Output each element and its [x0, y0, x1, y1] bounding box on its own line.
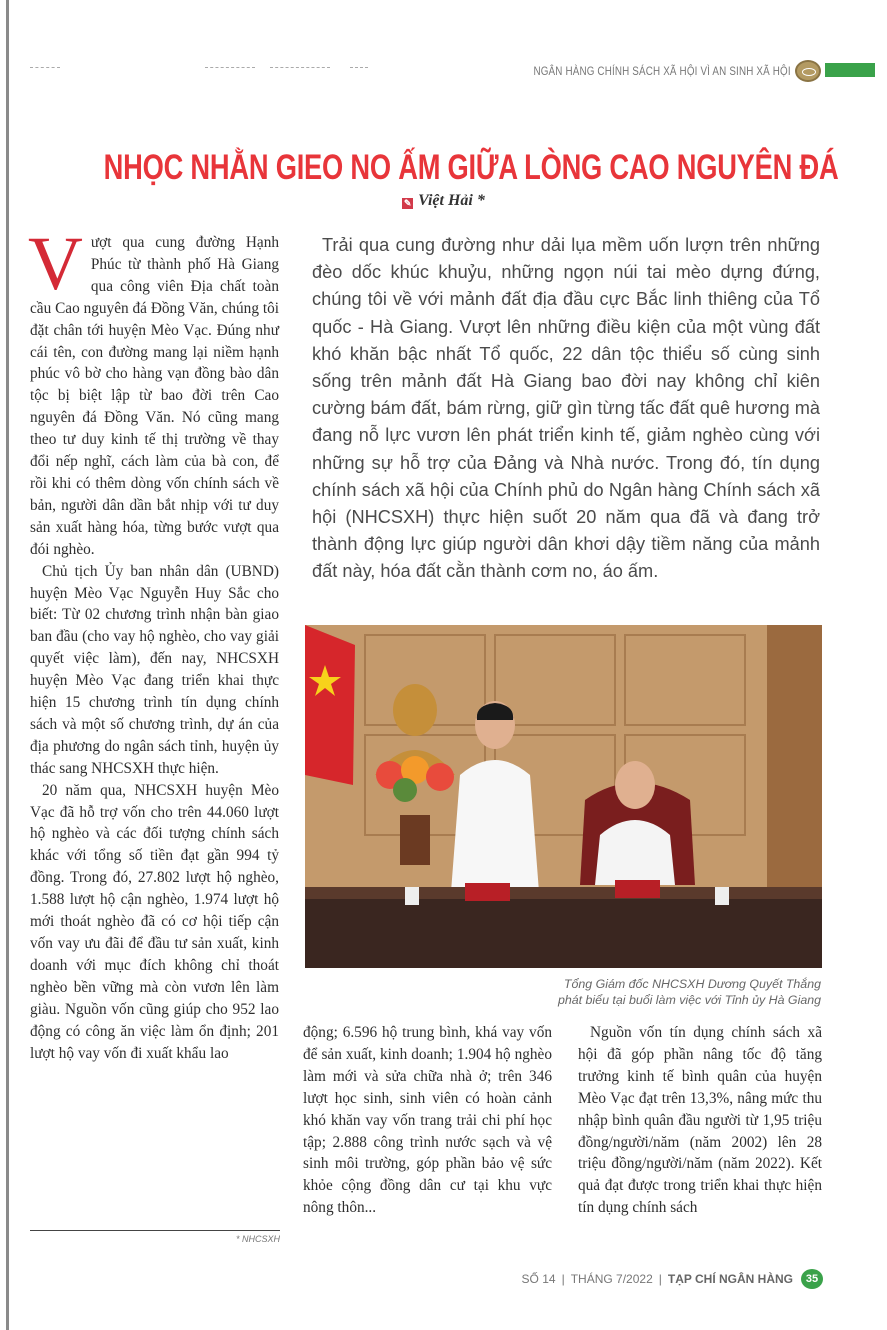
paragraph-text: ượt qua cung đường Hạnh Phúc từ thành phố Hà Giang qua công viên Địa chất toàn cầu Cao nguyên đá Đồng Văn, chúng tôi đặt chân tới huyện Mèo Vạc. Đúng như cái tên, con đường mang lại niềm hạnh phúc vô bờ cho hàng vạn đồng bào dân tộc bị biệt lập từ bao đời trên Cao nguyên đá Đồng Văn. Nó cũng mang theo tư duy kinh tế thị trường về thay đổi nếp nghĩ, cách làm của bà con, để rồi khi có thêm dòng vốn chính sách về bản, người dân dần bắt nhịp với tư duy sản xuất hàng hóa, từng bước vượt qua đói nghèo.	[30, 234, 279, 558]
column-2	[303, 1022, 552, 1219]
issue-month: THÁNG 7/2022	[570, 1272, 653, 1286]
page-number: 35	[801, 1269, 823, 1289]
column-3	[578, 1022, 822, 1219]
running-header	[477, 60, 821, 82]
article-title: NHỌC NHẰN GIEO NO ẤM GIỮA LÒNG CAO NGUYÊN ĐÁ	[103, 148, 839, 187]
footnote-rule	[30, 1230, 280, 1231]
issue-number: SỐ 14	[521, 1272, 556, 1286]
drop-cap: V	[28, 222, 83, 306]
paragraph	[28, 222, 279, 561]
paragraph: Nguồn vốn tín dụng chính sách xã hội đã góp phần nâng tốc độ tăng trưởng kinh tế bình quân của huyện Mèo Vạc đạt trên 13,3%, nâng mức thu nhập bình quân đầu người từ 1,95 triệu đồng/người/năm (năm 2002) lên 28 triệu đồng/người/năm (năm 2022). Kết quả đạt được trong triển khai thực hiện tín dụng chính sách	[578, 1024, 822, 1217]
pen-icon: ✎	[403, 198, 412, 208]
article-intro: Trải qua cung đường như dải lụa mềm uốn lượn trên những đèo dốc khúc khuỷu, những ngọn núi tai mèo dựng đứng, chúng tôi về với mảnh đất địa đầu cực Bắc linh thiêng của Tổ quốc - Hà Giang. Vượt lên những điều kiện của một vùng đất khó khăn bậc nhất Tổ quốc, 22 dân tộc thiểu số cùng sinh sống trên mảnh đất Hà Giang bao đời nay không chỉ kiên cường bám đất, bám rừng, giữ gìn từng tấc đất quê hương mà đang nỗ lực vươn lên phát triển kinh tế, giảm nghèo cùng với những sự hỗ trợ của Đảng và Nhà nước. Trong đó, tín dụng chính sách xã hội của Chính phủ do Ngân hàng Chính sách xã hội (NHCSXH) thực hiện suốt 20 năm qua đã và đang trở thành động lực giúp người dân khơi dậy tiềm năng của mảnh đất này, hóa đất cằn thành cơm no, áo ấm.	[312, 235, 820, 582]
section-color-bar	[825, 63, 875, 77]
footer-separator: |	[561, 1272, 565, 1286]
meeting-photo-illustration	[305, 625, 822, 968]
flag	[305, 625, 355, 785]
page-footer	[522, 1272, 793, 1286]
footnote: * NHCSXH	[235, 1234, 280, 1244]
header-rule	[270, 67, 330, 69]
running-title: NGÂN HÀNG CHÍNH SÁCH XÃ HỘI VÌ AN SINH XÃ HỘI	[533, 64, 791, 78]
footer-separator: |	[658, 1272, 662, 1286]
bank-logo-icon	[795, 60, 821, 82]
paragraph: động; 6.596 hộ trung bình, khá vay vốn để sản xuất, kinh doanh; 1.904 hộ nghèo làm mới và sửa chữa nhà ở; trên 346 lượt học sinh, sinh viên có hoàn cảnh khó khăn vay vốn trang trải chi phí học tập; 2.888 công trình nước sạch và vệ sinh môi trường, góp phần bảo vệ sức khỏe cộng đồng dân cư tại khu vực nông thôn...	[303, 1024, 552, 1217]
magazine-name: TẠP CHÍ NGÂN HÀNG	[667, 1272, 793, 1286]
column-1	[28, 222, 279, 1064]
caption-line: phát biểu tại buổi làm việc với Tỉnh ủy Hà Giang	[557, 993, 821, 1007]
photo-caption	[558, 976, 821, 1008]
caption-line: Tổng Giám đốc NHCSXH Dương Quyết Thắng	[563, 977, 821, 991]
article-title-wrap	[0, 148, 887, 188]
author: Việt Hải *	[418, 192, 485, 209]
byline	[0, 192, 887, 210]
header-rule	[30, 67, 60, 69]
paragraph: Chủ tịch Ủy ban nhân dân (UBND) huyện Mèo Vạc Nguyễn Huy Sắc cho biết: Từ 02 chương trình nhận bàn giao ban đầu (cho vay hộ nghèo, cho vay giải quyết việc làm), đến nay, NHCSXH huyện Mèo Vạc đang triển khai thực hiện 15 chương trình tín dụng chính sách và một số chương trình, dự án của địa phương do ngân sách tỉnh, huyện ủy thác sang NHCSXH thực hiện.	[30, 562, 279, 777]
header-rule	[350, 67, 368, 69]
header-rule	[205, 67, 255, 69]
paragraph: 20 năm qua, NHCSXH huyện Mèo Vạc đã hỗ trợ vốn cho trên 44.060 lượt hộ nghèo và các đối tượng chính sách khác với tổng số tiền đạt gần 994 tỷ đồng. Trong đó, 27.802 lượt hộ nghèo, 1.588 lượt hộ cận nghèo, 1.974 lượt hộ mới thoát nghèo đã có cơ hội tiếp cận vốn vay ưu đãi để đầu tư sản xuất, kinh doanh với mục đích không chỉ thoát nghèo bền vững mà còn vươn lên làm giàu. Nguồn vốn cũng giúp cho 952 lao động có công ăn việc làm ổn định; 201 lượt hộ vay vốn đi xuất khẩu lao	[30, 781, 279, 1062]
article-photo	[305, 625, 822, 968]
